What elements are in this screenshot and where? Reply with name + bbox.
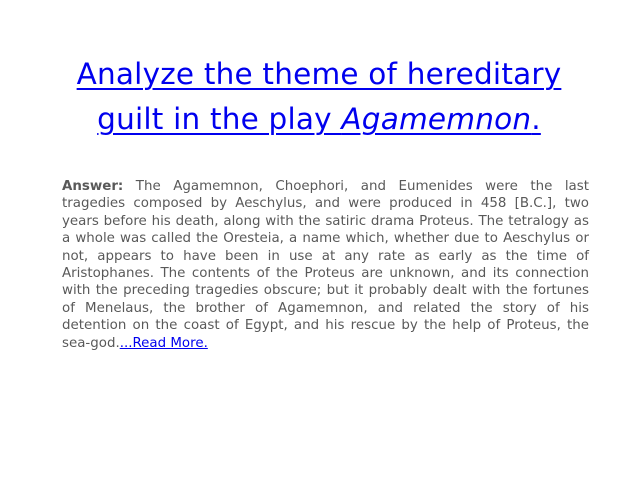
read-more-link[interactable]: ...Read More. <box>119 335 208 351</box>
title-play-name: Agamemnon <box>341 102 532 136</box>
title-period: . <box>531 102 541 136</box>
title-text: Analyze the theme of hereditary guilt in the play <box>76 57 562 136</box>
page-title <box>40 52 598 142</box>
answer-text: The Agamemnon, Choephori, and Eumenides were the last tragedies composed by Aeschylus, and were produced in 458 [B.C.], two years before his death, along with the satiric drama Proteus. The tetralogy as a whole was called the Oresteia, a name which, whether due to Aeschylus or not, appears to have been in use at any rate as early as the time of Aristophanes. The contents of the Proteus are unknown, and its connection with the preceding tragedies obscure; but it probably dealt with the fortunes of Menelaus, the brother of Agamemnon, and related the story of his detention on the coast of Egypt, and his rescue by the help of Proteus, the sea-god. <box>62 179 589 351</box>
answer-label: Answer: <box>62 179 124 194</box>
answer-paragraph <box>62 178 589 352</box>
